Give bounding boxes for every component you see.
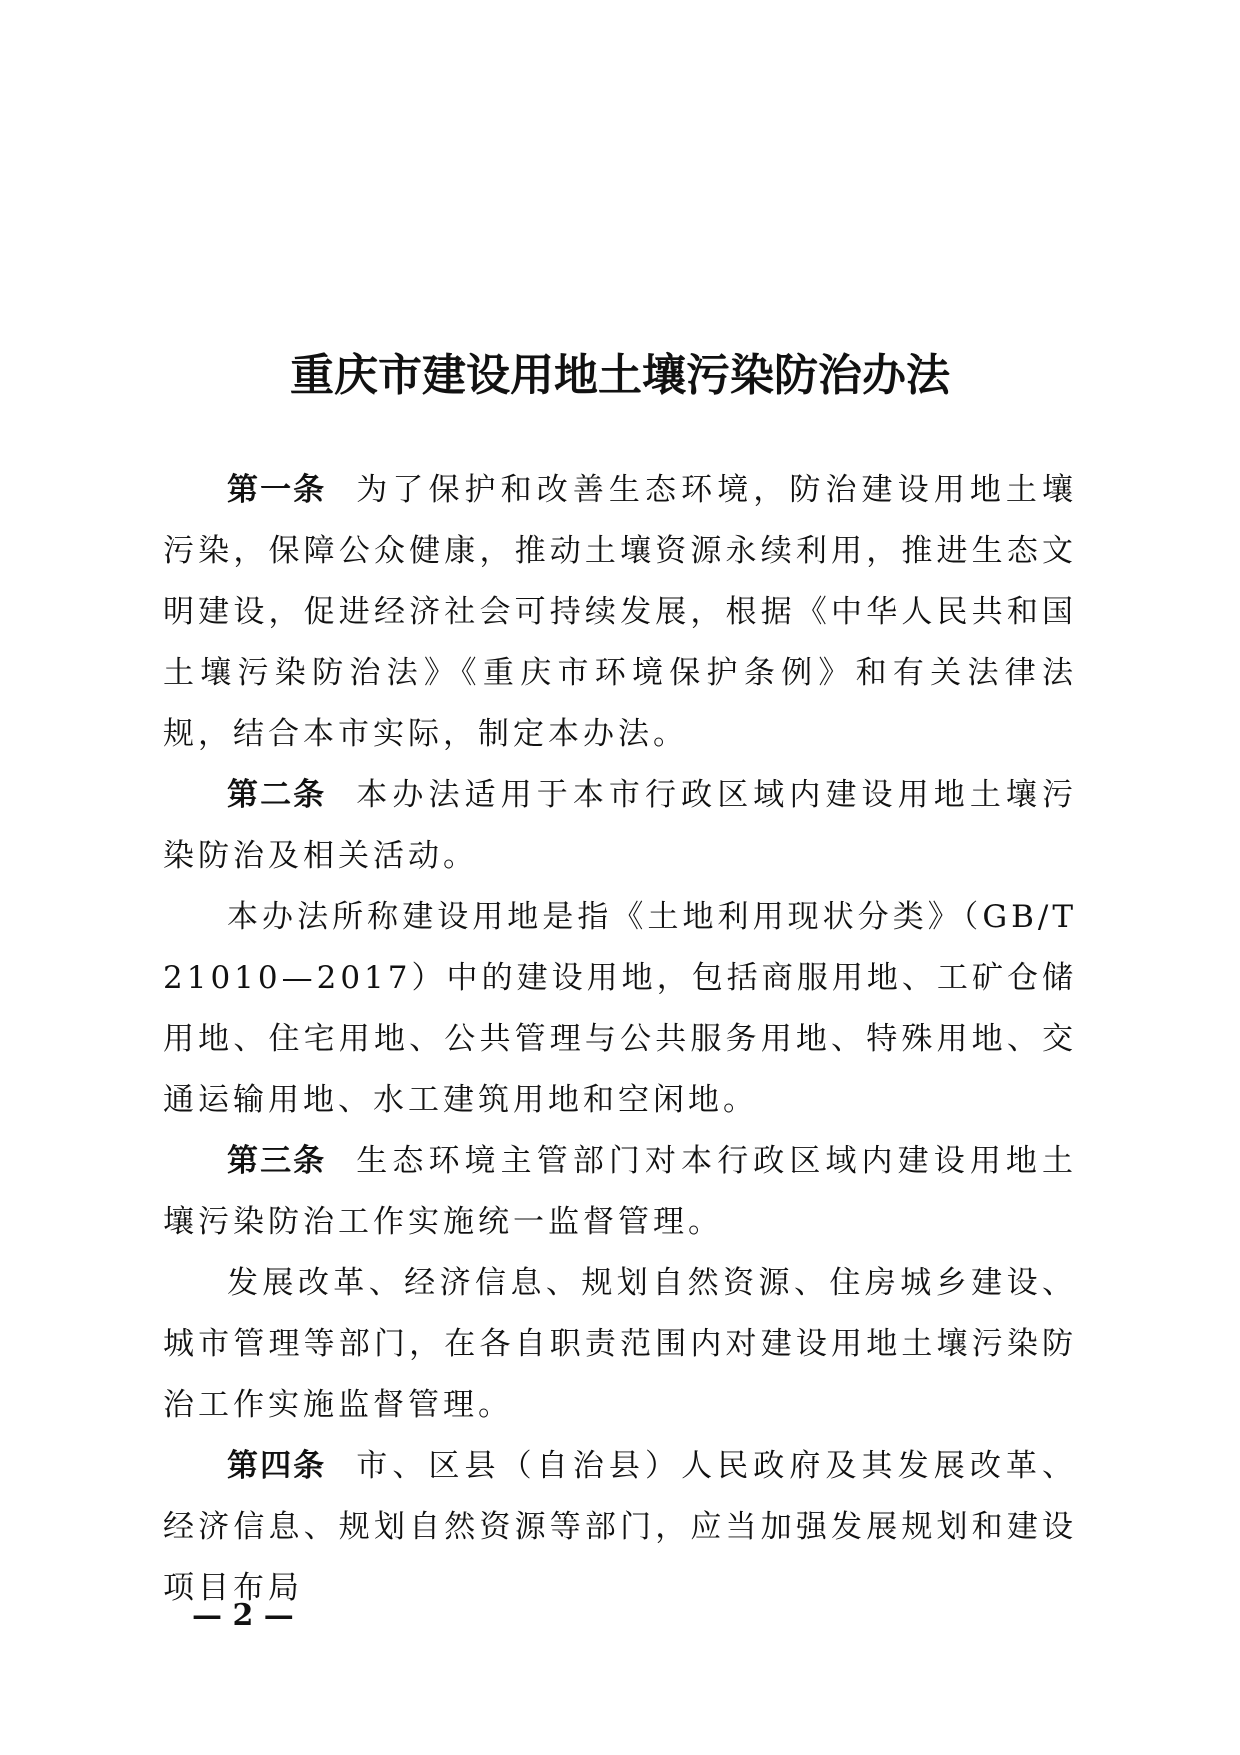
paragraph-text: 本办法所称建设用地是指《土地利用现状分类》（GB/T 21010—2017）中的建设用地，包括商服用地、工矿仓储用地、住宅用地、公共管理与公共服务用地、特殊用地、交通运输用地、水工建筑用地和空闲地。: [163, 899, 1077, 1118]
article-heading: 第一条: [227, 472, 327, 508]
paragraph-article-2-definition: [163, 887, 1077, 1131]
paragraph-article-3: [163, 1131, 1077, 1253]
document-title: 重庆市建设用地土壤污染防治办法: [290, 350, 950, 401]
document-body: [163, 460, 1077, 1619]
paragraph-article-3-departments: [163, 1253, 1077, 1436]
article-heading: 第四条: [227, 1448, 327, 1484]
page-number: — 2 —: [192, 1598, 294, 1633]
paragraph-text: 生态环境主管部门对本行政区域内建设用地土壤污染防治工作实施统一监督管理。: [163, 1143, 1078, 1240]
paragraph-article-2: [163, 765, 1077, 887]
article-heading: 第二条: [227, 777, 327, 813]
paragraph-text: 市、区县（自治县）人民政府及其发展改革、经济信息、规划自然资源等部门，应当加强发展规划和建设项目布局: [163, 1448, 1078, 1606]
paragraph-text: 本办法适用于本市行政区域内建设用地土壤污染防治及相关活动。: [163, 777, 1078, 874]
paragraph-text: 发展改革、经济信息、规划自然资源、住房城乡建设、城市管理等部门，在各自职责范围内对建设用地土壤污染防治工作实施监督管理。: [163, 1265, 1077, 1423]
paragraph-article-4: [163, 1436, 1077, 1619]
article-heading: 第三条: [227, 1143, 327, 1179]
paragraph-text: 为了保护和改善生态环境，防治建设用地土壤污染，保障公众健康，推动土壤资源永续利用，推进生态文明建设，促进经济社会可持续发展，根据《中华人民共和国土壤污染防治法》《重庆市环境保护条例》和有关法律法规，结合本市实际，制定本办法。: [163, 472, 1078, 752]
paragraph-article-1: [163, 460, 1077, 765]
